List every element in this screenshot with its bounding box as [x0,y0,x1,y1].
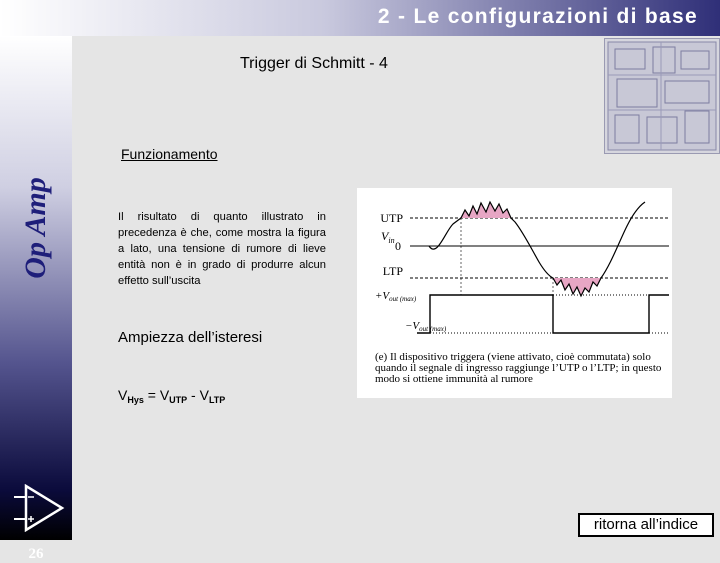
page-number: 26 [28,546,44,562]
section-title-funzionamento: Funzionamento [121,146,218,162]
sidebar [0,36,72,562]
input-waveform [429,202,645,296]
opamp-icon [14,484,66,532]
label-zero: 0 [395,239,401,253]
header-bar [0,0,720,36]
slide-subtitle: Trigger di Schmitt - 4 [240,55,388,72]
label-vout-pos: +Vout (max) [375,290,417,303]
output-waveform [417,295,669,333]
hysteresis-formula: $V_{Hys} = V_{UTP} - V_{LTP}$ [118,387,226,405]
section-paragraph: Il risultato di quanto illustrato in precedenza è che, come mostra la figura a lato, una tensione di rumore di lieve entità non è in grado di produrre alcun effetto sull’uscita [118,211,326,287]
header-title: 2 - Le configurazioni di base [377,5,698,28]
chip-die-image [604,38,720,154]
section-title-isteresi: Ampiezza dell’isteresi [118,329,263,346]
label-vout-neg: −Vout (max) [405,320,447,333]
schmitt-trigger-figure [357,188,672,398]
sidebar-title: Op Amp [19,177,52,279]
label-vin: $V_{in}$ [381,229,395,245]
index-link-button[interactable]: ritorna all’indice [578,513,714,537]
label-utp: UTP [380,211,403,225]
figure-caption: (e) Il dispositivo triggera (viene attivato, cioè commutata) solo quando il segnale di ingresso raggiunge l’UTP o l’LTP; in questo modo si ottiene immunità al rumore [375,351,662,385]
label-ltp: LTP [382,264,403,278]
